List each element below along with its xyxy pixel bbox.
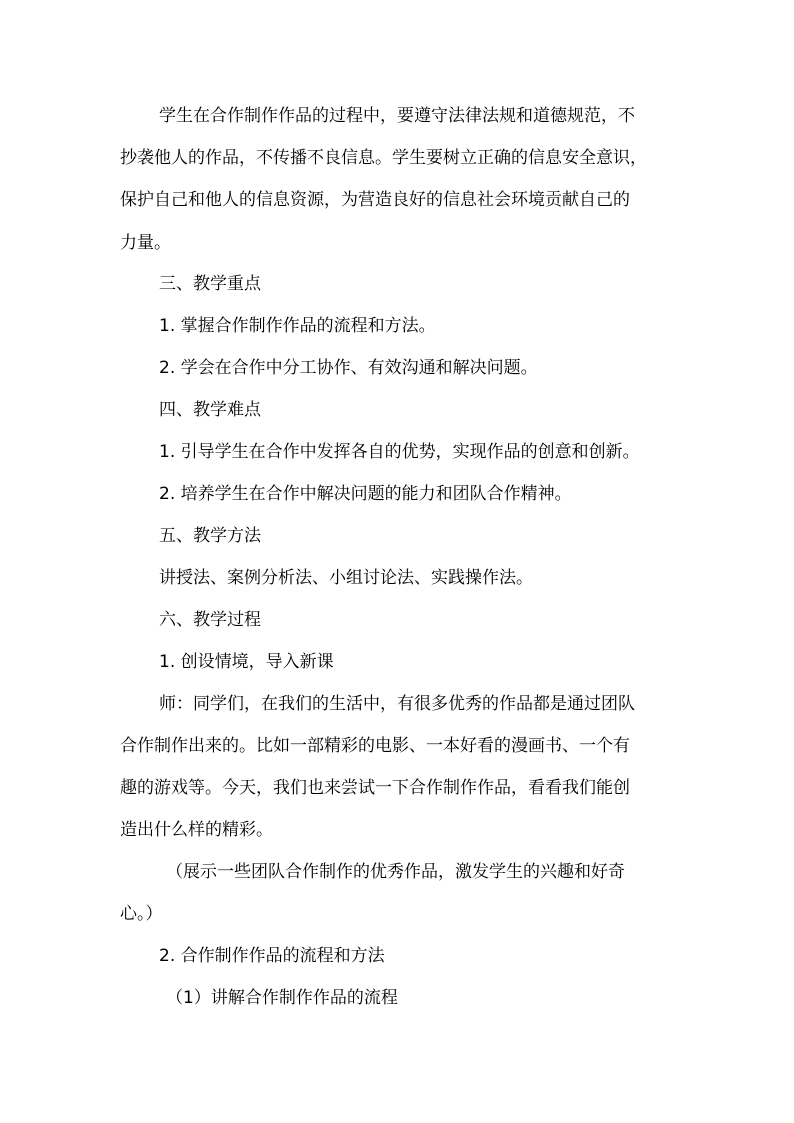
section-heading: 三、教学重点 — [159, 274, 261, 294]
subheading: 2. 合作制作作品的流程和方法 — [159, 946, 385, 966]
paragraph-line: 力量。 — [120, 233, 171, 253]
paragraph-line: 造出什么样的精彩。 — [120, 820, 273, 840]
paragraph-line: 抄袭他人的作品，不传播不良信息。学生要树立正确的信息安全意识， — [120, 148, 647, 168]
paragraph-line: 讲授法、案例分析法、小组讨论法、实践操作法。 — [159, 568, 533, 588]
list-item: 1. 掌握合作制作作品的流程和方法。 — [159, 316, 436, 336]
section-heading: 六、教学过程 — [159, 610, 261, 630]
subheading: （1）讲解合作制作作品的流程 — [166, 988, 398, 1008]
paragraph-line: （展示一些团队合作制作的优秀作品，激发学生的兴趣和好奇 — [166, 862, 625, 882]
paragraph-line: 合作制作出来的。比如一部精彩的电影、一本好看的漫画书、一个有 — [120, 736, 630, 756]
list-item: 2. 培养学生在合作中解决问题的能力和团队合作精神。 — [159, 484, 572, 504]
subheading: 1. 创设情境，导入新课 — [159, 652, 334, 672]
list-item: 1. 引导学生在合作中发挥各自的优势，实现作品的创意和创新。 — [159, 442, 640, 462]
section-heading: 五、教学方法 — [159, 526, 261, 546]
paragraph-line: 师：同学们，在我们的生活中，有很多优秀的作品都是通过团队 — [159, 694, 635, 714]
paragraph-line: 心。） — [120, 904, 163, 924]
list-item: 2. 学会在合作中分工协作、有效沟通和解决问题。 — [159, 358, 538, 378]
paragraph-line: 学生在合作制作作品的过程中，要遵守法律法规和道德规范，不 — [159, 106, 635, 126]
paragraph-line: 保护自己和他人的信息资源，为营造良好的信息社会环境贡献自己的 — [120, 190, 630, 210]
section-heading: 四、教学难点 — [159, 400, 261, 420]
paragraph-line: 趣的游戏等。今天，我们也来尝试一下合作制作作品，看看我们能创 — [120, 778, 630, 798]
